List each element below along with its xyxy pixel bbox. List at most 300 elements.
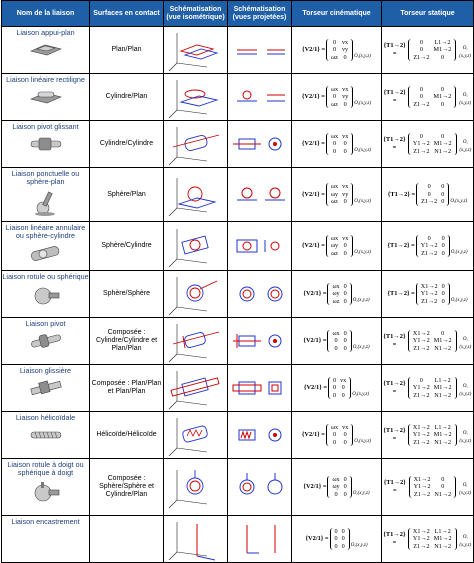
liaison-name: Liaison linéaire rectiligne (6, 75, 85, 84)
liaison-row (2, 222, 474, 271)
schema-proj-drawing (228, 224, 291, 268)
cell-torseur-statique (382, 365, 474, 412)
liaison-name: Liaison rotule à doigt ou sphérique à doigt (7, 460, 84, 477)
torseur-component: 0 (441, 190, 445, 198)
torseur-component: 0 (332, 93, 337, 101)
liaison-row (2, 27, 474, 74)
liaison-row (2, 516, 474, 563)
liaison-row (2, 74, 474, 121)
torseur-point: O,(x,y,z) (459, 535, 472, 549)
liaison-name: Liaison linéaire annulaire ou sphère-cylindre (5, 223, 86, 240)
torseur-component: 0 (441, 290, 445, 298)
torseur-matrix (326, 39, 353, 61)
header-surfaces: Surfaces en contact (90, 1, 164, 27)
torseur-point: O,(x,y,z) (459, 431, 472, 445)
cell-nom (2, 222, 90, 271)
torseur-component: 0 (332, 46, 337, 54)
liaison-row (2, 365, 474, 412)
cell-torseur-statique (382, 318, 474, 365)
schema-iso-drawing (164, 412, 227, 458)
cell-torseur-cinematique (292, 271, 382, 318)
torseur-cinematique (292, 183, 381, 205)
torseur-component: 0 (343, 290, 347, 298)
torseur-component: Y1→2 (420, 242, 438, 250)
torseur-component: 0 (441, 183, 445, 191)
liaison-image (2, 283, 89, 309)
torseur-name: {T1→2} = (383, 333, 406, 348)
cell-nom (2, 74, 90, 121)
torseur-component: 0 (332, 431, 337, 439)
cell-nom (2, 271, 90, 318)
schema-iso-drawing (164, 223, 227, 269)
torseur-component: 0 (441, 282, 445, 290)
torseur-component: 0 (427, 190, 431, 198)
cell-torseur-cinematique (292, 412, 382, 459)
torseur-component: 0 (441, 297, 445, 305)
torseur-point: O,(x,y,z) (450, 250, 468, 256)
torseur-component: 0 (334, 344, 338, 352)
cell-torseur-statique (382, 27, 474, 74)
torseur-matrix (408, 86, 456, 108)
torseur-statique (382, 528, 473, 550)
torseur-component: ωy (332, 290, 340, 298)
torseur-component: L1→2 (434, 527, 451, 535)
cell-schema-proj (228, 121, 292, 168)
torseur-cinematique (292, 528, 381, 550)
torseur-point: O,(x,y,z) (350, 543, 368, 549)
torseur-component: Z1→2 (421, 297, 438, 305)
torseur-component: N1→2 (434, 344, 452, 352)
torseur-component: 0 (419, 46, 423, 54)
torseur-matrix (326, 235, 353, 257)
table-body (2, 27, 474, 563)
torseur-component: 0 (343, 297, 347, 305)
torseur-cinematique (292, 424, 381, 446)
cell-surfaces (90, 516, 164, 563)
schema-iso-drawing (164, 121, 227, 167)
torseur-component: 0 (343, 438, 347, 446)
torseur-matrix (327, 330, 351, 352)
torseur-component: 0 (441, 483, 445, 491)
cell-torseur-cinematique (292, 222, 382, 271)
torseur-component: 0 (341, 384, 345, 392)
cell-surfaces (90, 271, 164, 318)
torseur-component: 0 (343, 100, 347, 108)
torseur-component: 0 (332, 391, 337, 399)
torseur-name: {T1→2} = (387, 242, 415, 249)
torseur-cinematique (292, 235, 381, 257)
torseur-component: vx (342, 85, 349, 93)
torseur-component: 0 (341, 391, 345, 399)
torseur-component: M1→2 (433, 337, 452, 345)
torseur-component: L1→2 (434, 423, 451, 431)
torseur-component: N1→2 (434, 391, 452, 399)
torseur-component: ωz (331, 249, 338, 257)
schema-iso-drawing (164, 172, 227, 218)
torseur-cinematique (292, 377, 381, 399)
torseur-component: Z1→2 (413, 344, 430, 352)
torseur-component: 0 (343, 249, 347, 257)
cell-torseur-statique (382, 121, 474, 168)
torseur-component: Z1→2 (413, 53, 430, 61)
torseur-component: 0 (332, 376, 337, 384)
header-schema-proj: Schématisation (vues projetées) (228, 1, 292, 27)
torseur-component: 0 (343, 337, 347, 345)
torseur-matrix (409, 476, 457, 498)
cell-torseur-cinematique (292, 459, 382, 516)
schema-iso-drawing (164, 516, 227, 562)
torseur-component: 0 (427, 234, 431, 242)
cell-torseur-statique (382, 168, 474, 222)
cell-nom (2, 121, 90, 168)
surfaces-text: Sphère/Cylindre (101, 242, 152, 249)
cell-nom (2, 412, 90, 459)
cell-torseur-cinematique (292, 168, 382, 222)
torseur-component: 0 (332, 438, 337, 446)
torseur-component: ωx (330, 183, 339, 191)
cell-schema-iso (164, 516, 228, 563)
torseur-matrix (408, 377, 457, 399)
torseur-component: Z1→2 (413, 542, 430, 550)
liaison-name: Liaison ponctuelle ou sphère-plan (11, 169, 80, 186)
torseur-component: ωx (332, 282, 340, 290)
torseur-component: ωx (330, 132, 339, 140)
torseur-component: vy (342, 190, 349, 198)
liaison-image (2, 479, 89, 507)
torseur-cinematique (292, 476, 381, 498)
cell-torseur-cinematique (292, 365, 382, 412)
torseur-name: {V2/1} = (301, 93, 325, 100)
torseur-component: N1→2 (434, 542, 452, 550)
schema-iso-drawing (164, 271, 227, 317)
liaison-name: Liaison rotule ou sphérique (2, 272, 89, 281)
torseur-component: vx (342, 234, 349, 242)
torseur-component: 0 (341, 542, 345, 550)
surfaces-text: Cylindre/Plan (105, 93, 148, 100)
surfaces-text: Composée : Plan/Plan et Plan/Plan (91, 380, 162, 395)
cell-schema-iso (164, 168, 228, 222)
cell-torseur-cinematique (292, 121, 382, 168)
cell-surfaces (90, 318, 164, 365)
torseur-component: Y1→2 (420, 290, 438, 298)
torseur-component: 0 (343, 140, 347, 148)
torseur-name: {V2/1} = (303, 290, 327, 297)
schema-proj-drawing (228, 122, 291, 166)
liaison-row (2, 318, 474, 365)
torseur-component: 0 (343, 282, 347, 290)
torseur-matrix (408, 133, 457, 155)
schema-iso-drawing (164, 27, 227, 73)
torseur-matrix (416, 183, 449, 205)
cell-schema-proj (228, 271, 292, 318)
torseur-component: 0 (343, 53, 347, 61)
torseur-matrix (416, 235, 450, 257)
torseur-component: ωx (330, 85, 339, 93)
torseur-component: Y1→2 (412, 384, 430, 392)
liaison-name: Liaison pivot glissant (12, 122, 79, 131)
cell-surfaces (90, 365, 164, 412)
liaison-name: Liaison encastrement (11, 517, 80, 526)
torseur-component: 0 (441, 329, 445, 337)
cell-schema-proj (228, 365, 292, 412)
cell-torseur-cinematique (292, 516, 382, 563)
torseur-statique (382, 133, 473, 155)
torseur-matrix (408, 39, 456, 61)
torseur-component: L1→2 (434, 376, 451, 384)
header-nom: Nom de la liaison (2, 1, 90, 27)
cell-torseur-cinematique (292, 74, 382, 121)
torseur-component: 0 (341, 527, 345, 535)
torseur-component: X1→2 (412, 329, 430, 337)
schema-proj-drawing (228, 75, 291, 119)
torseur-cinematique (292, 283, 381, 305)
torseur-component: Z1→2 (413, 391, 430, 399)
torseur-component: 0 (332, 147, 337, 155)
torseur-name: {T1→2} = (387, 290, 415, 297)
torseur-component: ωz (331, 100, 338, 108)
torseur-component: 0 (440, 85, 444, 93)
schema-proj-drawing (228, 272, 291, 316)
torseur-component: ωy (332, 483, 340, 491)
torseur-component: M1→2 (433, 431, 452, 439)
torseur-component: 0 (419, 38, 423, 46)
torseur-cinematique (292, 330, 381, 352)
torseur-component: Z1→2 (413, 100, 430, 108)
torseur-component: ωx (332, 475, 340, 483)
torseur-component: M1→2 (433, 384, 452, 392)
schema-proj-drawing (228, 465, 291, 509)
torseur-component: 0 (334, 490, 338, 498)
torseur-name: {V2/1} = (301, 140, 325, 147)
liaison-image (2, 86, 89, 106)
liaison-name: Liaison pivot (25, 319, 66, 328)
cell-torseur-statique (382, 516, 474, 563)
cell-surfaces (90, 459, 164, 516)
torseur-component: 0 (440, 53, 444, 61)
liaison-image (2, 377, 89, 399)
torseur-component: Z1→2 (413, 147, 430, 155)
torseur-point: O,(x,y,z) (352, 298, 370, 304)
cell-schema-proj (228, 222, 292, 271)
torseur-matrix (326, 133, 353, 155)
torseur-statique (382, 476, 473, 498)
torseur-component: vy (341, 46, 349, 54)
liaison-image (2, 424, 89, 446)
torseur-component: ωz (332, 297, 340, 305)
torseur-component: L1→2 (434, 38, 451, 46)
liaison-row (2, 271, 474, 318)
cell-surfaces (90, 168, 164, 222)
cell-schema-iso (164, 412, 228, 459)
cell-surfaces (90, 412, 164, 459)
torseur-component: ωx (332, 329, 340, 337)
cell-schema-iso (164, 271, 228, 318)
torseur-component: 0 (419, 132, 423, 140)
liaison-image (2, 242, 89, 264)
cell-schema-iso (164, 365, 228, 412)
liaison-name: Liaison appui-plan (16, 28, 75, 37)
torseur-statique (382, 330, 473, 352)
torseur-component: Z1→2 (413, 490, 431, 498)
schema-proj-drawing (228, 173, 291, 217)
schema-proj-drawing (228, 517, 291, 561)
torseur-name: {V2/1} = (303, 337, 327, 344)
torseur-name: {T1→2} = (383, 89, 406, 104)
torseur-component: 0 (343, 242, 347, 250)
torseur-name: {V2/1} = (301, 190, 325, 198)
liaison-row (2, 168, 474, 222)
torseur-matrix (330, 528, 350, 550)
schema-iso-drawing (164, 74, 227, 120)
torseur-name: {T1→2} = (387, 190, 416, 198)
torseur-component: 0 (343, 344, 347, 352)
torseur-point: O,(x,y,z) (354, 54, 371, 60)
torseur-component: Y1→2 (413, 483, 431, 491)
cell-surfaces (90, 222, 164, 271)
surfaces-text: Composée : Sphère/Sphère et Cylindre/Plan (99, 475, 154, 498)
torseur-component: 0 (332, 38, 337, 46)
header-torseur-statique: Torseur statique (382, 1, 474, 27)
cell-schema-iso (164, 121, 228, 168)
torseur-matrix (408, 528, 457, 550)
torseur-matrix (328, 377, 351, 399)
cell-torseur-cinematique (292, 27, 382, 74)
torseur-component: vx (342, 183, 349, 191)
torseur-component: M1→2 (433, 535, 452, 543)
torseur-component: vx (341, 38, 349, 46)
torseur-name: {T1→2} = (383, 531, 406, 546)
schema-proj-drawing (228, 366, 291, 410)
torseur-component: Z1→2 (421, 249, 438, 257)
torseur-point: O,(x,y,z) (354, 198, 372, 204)
torseur-component: N1→2 (434, 147, 452, 155)
surfaces-text: Plan/Plan (111, 46, 142, 53)
torseur-name: {V2/1} = (302, 46, 326, 53)
torseur-component: 0 (427, 183, 431, 191)
torseur-component: 0 (343, 431, 347, 439)
torseur-name: {T1→2} = (383, 427, 406, 442)
liaison-image (2, 39, 89, 59)
torseur-component: Y1→2 (412, 431, 430, 439)
liaison-image (2, 133, 89, 155)
cell-nom (2, 168, 90, 222)
torseur-point: O,(x,y,z) (459, 384, 472, 398)
torseur-statique (382, 283, 473, 305)
cell-schema-proj (228, 168, 292, 222)
schema-proj-drawing (228, 319, 291, 363)
liaison-name: Liaison glissière (19, 366, 72, 375)
liaison-image (2, 330, 89, 352)
torseur-component: vx (342, 423, 349, 431)
torseur-name: {V2/1} = (303, 483, 327, 490)
cell-surfaces (90, 27, 164, 74)
torseur-matrix (327, 476, 351, 498)
torseur-point: O,(x,y,z) (354, 439, 372, 445)
torseur-point: O,(x,y,z) (459, 46, 472, 60)
torseur-matrix (326, 86, 353, 108)
torseur-component: 0 (441, 132, 445, 140)
cell-torseur-statique (382, 412, 474, 459)
torseur-component: ωx (330, 234, 339, 242)
torseur-cinematique (292, 86, 381, 108)
torseur-matrix (326, 183, 353, 205)
torseur-component: Z1→2 (413, 438, 430, 446)
table-header (2, 1, 474, 27)
torseur-point: O,(x,y,z) (459, 93, 472, 107)
header-schema-iso: Schématisation (vue isométrique) (164, 1, 228, 27)
torseur-name: {V2/1} = (305, 535, 329, 542)
torseur-component: ωy (330, 242, 339, 250)
cell-nom (2, 459, 90, 516)
torseur-component: M1→2 (433, 46, 452, 54)
torseur-component: 0 (343, 329, 347, 337)
torseur-component: 0 (334, 527, 338, 535)
torseur-component: 0 (343, 483, 347, 491)
torseur-component: 0 (441, 249, 445, 257)
torseur-name: {T1→2} = (383, 380, 406, 395)
cell-schema-proj (228, 459, 292, 516)
cell-torseur-statique (382, 222, 474, 271)
torseur-matrix (326, 424, 353, 446)
cell-schema-iso (164, 459, 228, 516)
torseur-component: 0 (343, 475, 347, 483)
torseur-component: Y1→2 (412, 337, 430, 345)
header-torseur-cinematique: Torseur cinématique (292, 1, 382, 27)
cell-schema-proj (228, 516, 292, 563)
torseur-point: O,(x,y,z) (352, 392, 370, 398)
torseur-component: Y1→2 (412, 535, 430, 543)
liaison-name: Liaison hélicoïdale (15, 413, 76, 422)
torseur-component: vy (342, 93, 349, 101)
torseur-point: O,(x,y,z) (450, 198, 468, 204)
torseur-matrix (408, 424, 457, 446)
liaison-row (2, 412, 474, 459)
torseur-point: O,(x,y,z) (352, 491, 370, 497)
torseur-component: 0 (419, 376, 423, 384)
torseur-statique (382, 39, 473, 61)
liaison-row (2, 121, 474, 168)
torseur-component: 0 (334, 337, 338, 345)
torseur-component: 0 (343, 198, 347, 206)
torseur-name: {V2/1} = (301, 242, 325, 249)
torseur-component: Z1→2 (421, 198, 438, 206)
torseur-component: 0 (441, 198, 445, 206)
torseur-matrix (408, 330, 457, 352)
torseur-component: 0 (419, 93, 423, 101)
torseur-statique (382, 424, 473, 446)
torseur-component: 0 (341, 535, 345, 543)
torseur-name: {T1→2} = (383, 479, 406, 494)
torseur-component: M1→2 (433, 93, 452, 101)
cell-schema-iso (164, 27, 228, 74)
liaisons-table (1, 0, 474, 563)
torseur-cinematique (292, 39, 381, 61)
torseur-component: 0 (332, 384, 337, 392)
torseur-point: O,(x,y,z) (459, 337, 472, 351)
cell-schema-proj (228, 318, 292, 365)
torseur-component: 0 (419, 85, 423, 93)
surfaces-text: Composée : Cylindre/Cylindre et Plan/Plan (95, 329, 158, 352)
cell-surfaces (90, 74, 164, 121)
surfaces-text: Hélicoïde/Hélicoïde (96, 431, 157, 438)
torseur-point: O,(x,y,z) (354, 250, 372, 256)
torseur-component: 0 (334, 542, 338, 550)
cell-schema-proj (228, 74, 292, 121)
torseur-name: {V2/1} = (303, 384, 327, 391)
cell-torseur-statique (382, 74, 474, 121)
torseur-point: O,(x,y,z) (354, 148, 372, 154)
torseur-component: vx (342, 132, 349, 140)
